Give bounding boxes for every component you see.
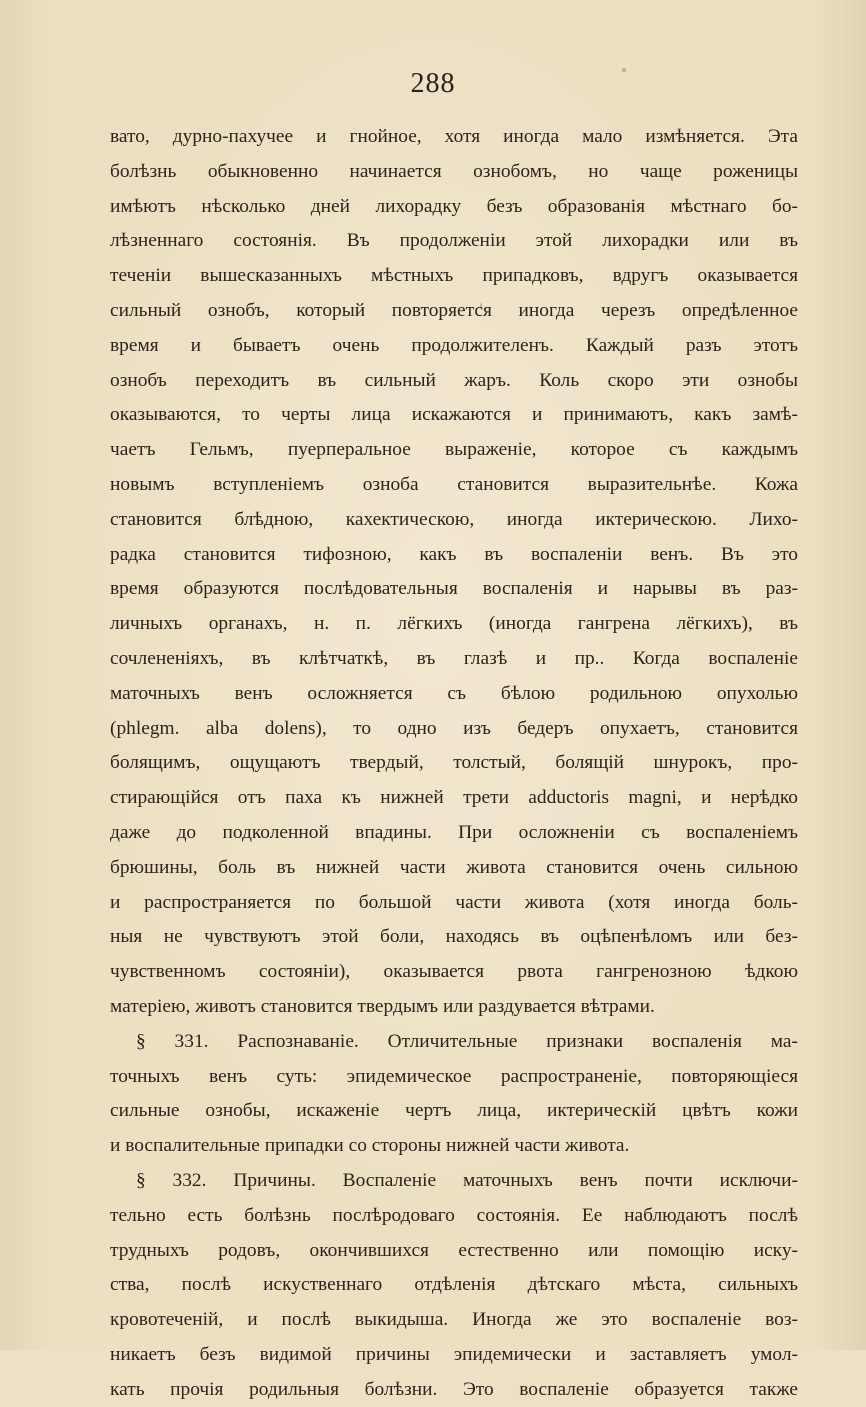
page-body-text xyxy=(110,120,798,1407)
text-line: вато, дурно-пахучее и гнойное, хотя иногда мало измѣняется. Эта xyxy=(110,126,798,147)
text-line: чувственномъ состояніи), оказывается рвота гангренозною ѣдкою xyxy=(110,961,798,983)
text-line: имѣютъ нѣсколько дней лихорадку безъ образованія мѣстнаго бо- xyxy=(110,195,798,217)
text-line: (phlegm. alba dolens), то одно изъ бедеръ опухаетъ, становится xyxy=(110,717,798,739)
text-line: ознобъ переходитъ въ сильный жаръ. Коль скоро эти ознобы xyxy=(110,369,798,391)
text-line: точныхъ венъ суть: эпидемическое распространеніе, повторяющіеся xyxy=(110,1065,798,1087)
text-line: болѣзнь обыкновенно начинается ознобомъ, но чаще роженицы xyxy=(110,160,798,182)
text-line: сочлененіяхъ, въ клѣтчаткѣ, въ глазѣ и пр.. Когда воспаленіе xyxy=(110,647,798,669)
text-line: теченіи вышесказанныхъ мѣстныхъ припадковъ, вдругъ оказывается xyxy=(110,265,798,287)
text-line: § 332. Причины. Воспаленіе маточныхъ венъ почти исключи- xyxy=(136,1169,798,1191)
text-line: и распространяется по большой части живота (хотя иногда боль- xyxy=(110,891,798,913)
text-line: чаетъ Гельмъ, пуерперальное выраженіе, которое съ каждымъ xyxy=(110,439,798,461)
text-line: ства, послѣ искуственнаго отдѣленія дѣтскаго мѣста, сильныхъ xyxy=(110,1274,798,1296)
text-line: кать прочія родильныя болѣзни. Это воспаленіе образуется также xyxy=(110,1378,798,1400)
text-line: болящимъ, ощущаютъ твердый, толстый, болящій шнурокъ, про- xyxy=(110,752,798,774)
text-line: радка становится тифозною, какъ въ воспаленіи венъ. Въ это xyxy=(110,543,798,565)
text-line: никаетъ безъ видимой причины эпидемически и заставляетъ умол- xyxy=(110,1343,798,1365)
text-line: время образуются послѣдовательныя воспаленія и нарывы въ раз- xyxy=(110,578,798,600)
text-line: новымъ вступленіемъ озноба становится выразительнѣе. Кожа xyxy=(110,473,798,495)
text-line: даже до подколенной впадины. При осложненіи съ воспаленіемъ xyxy=(110,821,798,843)
text-line: трудныхъ родовъ, окончившихся естественно или помощію иску- xyxy=(110,1239,798,1261)
text-line: лѣзненнаго состоянія. Въ продолженіи этой лихорадки или въ xyxy=(110,230,798,252)
text-line: стирающійся отъ паха къ нижней трети adductoris magni, и нерѣдко xyxy=(110,787,798,809)
text-line: § 331. Распознаваніе. Отличительные признаки воспаленія ма- xyxy=(136,1030,798,1052)
text-line: личныхъ органахъ, н. п. лёгкихъ (иногда гангрена лёгкихъ), въ xyxy=(110,613,798,635)
text-line: и воспалительные припадки со стороны нижней части живота. xyxy=(110,1135,630,1157)
text-line: сильные ознобы, искаженіе чертъ лица, иктерическій цвѣтъ кожи xyxy=(110,1100,798,1122)
page-number: 288 xyxy=(410,68,456,99)
text-line: брюшины, боль въ нижней части живота становится очень сильною xyxy=(110,856,798,878)
text-line: матеріею, животъ становится твердымъ или раздувается вѣтрами. xyxy=(110,995,655,1017)
text-line: оказываются, то черты лица искажаются и принимаютъ, какъ замѣ- xyxy=(110,404,798,426)
text-line: кровотеченій, и послѣ выкидыша. Иногда же это воспаленіе воз- xyxy=(110,1309,798,1331)
text-line: тельно есть болѣзнь послѣродоваго состоянія. Ее наблюдаютъ послѣ xyxy=(110,1204,798,1226)
text-line: сильный ознобъ, который повторяется иногда черезъ опредѣленное xyxy=(110,299,798,321)
text-line: становится блѣдною, кахектическою, иногда иктерическою. Лихо- xyxy=(110,508,798,530)
text-line: маточныхъ венъ осложняется съ бѣлою родильною опухолью xyxy=(110,682,798,704)
text-line: время и бываетъ очень продолжителенъ. Каждый разъ этотъ xyxy=(110,334,798,356)
text-line: ныя не чувствуютъ этой боли, находясь въ оцѣпенѣломъ или без- xyxy=(110,926,798,948)
